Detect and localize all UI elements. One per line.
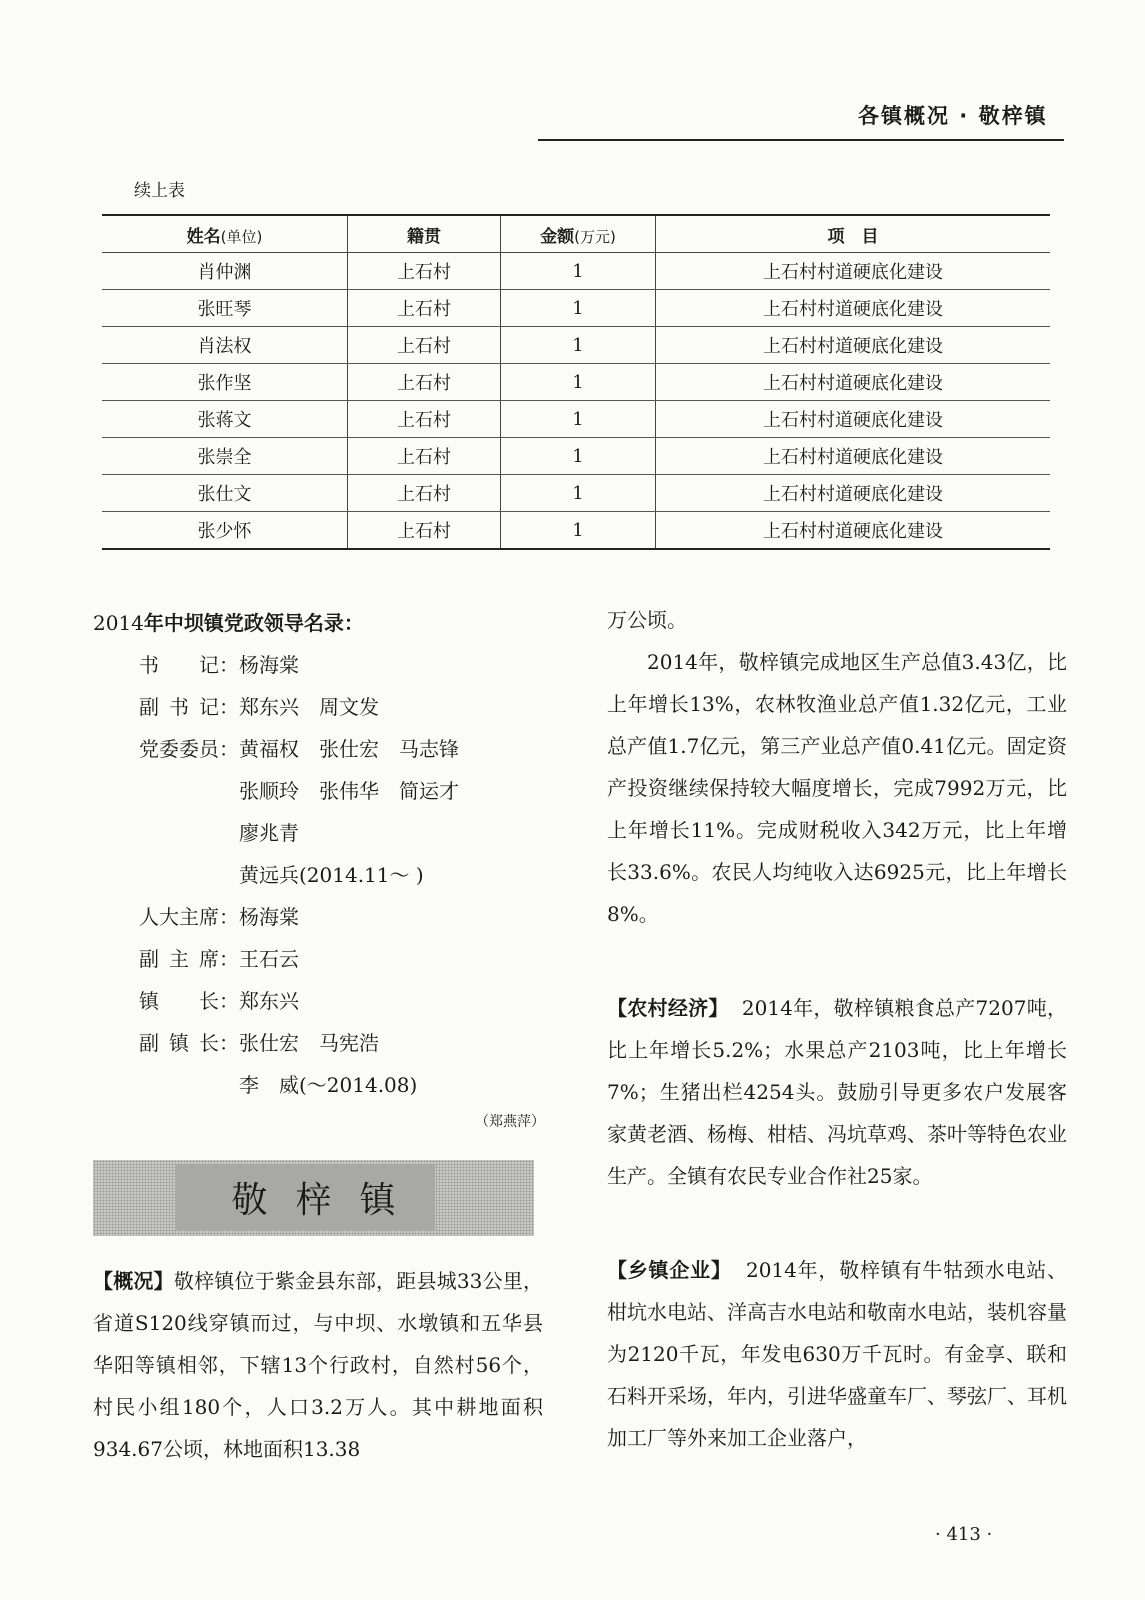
overview-text: 敬梓镇位于紫金县东部，距县城33公里，省道S120线穿镇而过，与中坝、水墩镇和五华县华阳等镇相邻，下辖13个行政村，自然村56个，村民小组180个，人口3.2万人。其中耕地面积934.67公顷，林地面积13.38 [93, 1269, 544, 1461]
cell-name: 肖法权 [102, 327, 348, 364]
continuation-text: 万公顷。 [607, 608, 687, 632]
overview-paragraph [93, 1260, 543, 1470]
enterprise-tag: 【乡镇企业】 [607, 1258, 732, 1282]
cell-name: 张蒋文 [102, 401, 348, 438]
leader-secretary: 书 记： 杨海棠 [139, 653, 299, 677]
paragraph-gap-2 [607, 1197, 1067, 1249]
leader-committee-line-2: 张顺玲 张伟华 简运才 [239, 779, 459, 803]
cell-origin: 上石村 [348, 512, 501, 550]
cell-origin: 上石村 [348, 253, 501, 290]
cell-name: 张仕文 [102, 475, 348, 512]
table-row [102, 290, 1050, 327]
table-row [102, 327, 1050, 364]
table-row [102, 253, 1050, 290]
header-name: 姓名(单位) [102, 215, 348, 253]
enterprise-text: 2014年，敬梓镇有牛牯颈水电站、柑坑水电站、洋高吉水电站和敬南水电站，装机容量为2120千瓦，年发电630万千瓦时。有金享、联和石料开采场，年内，引进华盛童车厂、琴弦厂、耳机加工厂等外来加工企业落户， [607, 1258, 1068, 1450]
table-row [102, 401, 1050, 438]
cell-project: 上石村村道硬底化建设 [656, 253, 1051, 290]
cell-origin: 上石村 [348, 401, 501, 438]
economy-paragraph: 2014年，敬梓镇完成地区生产总值3.43亿，比上年增长13%，农林牧渔业总产值1.32亿元，工业总产值1.7亿元，第三产业总产值0.41亿元。固定资产投资继续保持较大幅度增长，完成7992万元，比上年增长11%。完成财税收入342万元，比上年增长33.6%。农民人均纯收入达6925元，比上年增长8%。 [607, 650, 1067, 926]
header-rule [538, 139, 1064, 141]
cell-amount: 1 [501, 364, 656, 401]
rural-economy-text: 2014年，敬梓镇粮食总产7207吨，比上年增长5.2%；水果总产2103吨，比上年增长7%；生猪出栏4254头。鼓励引导更多农户发展客家黄老酒、杨梅、柑桔、冯坑草鸡、茶叶等特色农业生产。全镇有农民专业合作社25家。 [607, 996, 1068, 1188]
cell-name: 肖仲渊 [102, 253, 348, 290]
cell-name: 张旺琴 [102, 290, 348, 327]
section-banner [93, 1160, 534, 1236]
leader-committee-line-4: 黄远兵(2014.11～ ) [239, 863, 424, 887]
table-row [102, 475, 1050, 512]
section-title: 敬梓镇 [231, 1180, 424, 1221]
cell-origin: 上石村 [348, 364, 501, 401]
leader-npc-chair: 人大主席： 杨海棠 [139, 905, 299, 929]
author-note: （郑燕萍） [475, 1114, 545, 1130]
cell-amount: 1 [501, 290, 656, 327]
cell-project: 上石村村道硬底化建设 [656, 475, 1051, 512]
cell-amount: 1 [501, 327, 656, 364]
running-head: 各镇概况 · 敬梓镇 [858, 104, 1048, 128]
rural-economy-paragraph [607, 987, 1067, 1197]
leader-deputy-mayor-line-2: 李 威(～2014.08) [239, 1073, 418, 1097]
enterprise-paragraph [607, 1249, 1067, 1459]
leaders-title: 2014年中坝镇党政领导名录： [93, 611, 364, 635]
leader-deputy-secretary: 副 书 记： 郑东兴 周文发 [139, 695, 379, 719]
table-row [102, 438, 1050, 475]
cell-project: 上石村村道硬底化建设 [656, 327, 1051, 364]
header-origin: 籍贯 [348, 215, 501, 253]
cell-origin: 上石村 [348, 290, 501, 327]
cell-amount: 1 [501, 475, 656, 512]
cell-project: 上石村村道硬底化建设 [656, 290, 1051, 327]
table-header-row [102, 215, 1050, 253]
paragraph-gap [607, 935, 1067, 987]
cell-name: 张作坚 [102, 364, 348, 401]
table-row [102, 364, 1050, 401]
cell-project: 上石村村道硬底化建设 [656, 438, 1051, 475]
cell-amount: 1 [501, 253, 656, 290]
leaders-list [93, 602, 553, 1138]
cell-origin: 上石村 [348, 475, 501, 512]
cell-project: 上石村村道硬底化建设 [656, 512, 1051, 550]
cell-name: 张崇全 [102, 438, 348, 475]
header-amount: 金额(万元) [501, 215, 656, 253]
cell-amount: 1 [501, 438, 656, 475]
donation-table [102, 214, 1050, 550]
cell-amount: 1 [501, 401, 656, 438]
table-row [102, 512, 1050, 550]
rural-economy-tag: 【农村经济】 [607, 996, 729, 1020]
header-project: 项 目 [656, 215, 1051, 253]
leader-committee-line-3: 廖兆青 [239, 821, 299, 845]
leader-committee: 党委委员： 黄福权 张仕宏 马志锋 [139, 737, 459, 761]
cell-name: 张少怀 [197, 521, 252, 542]
leader-mayor: 镇 长： 郑东兴 [139, 989, 299, 1013]
leader-vice-chair: 副 主 席： 王石云 [139, 947, 299, 971]
right-column [607, 599, 1067, 1459]
cell-origin: 上石村 [348, 438, 501, 475]
cell-origin: 上石村 [348, 327, 501, 364]
overview-tag: 【概况】 [93, 1269, 174, 1293]
cell-amount: 1 [501, 512, 656, 550]
continued-label: 续上表 [134, 181, 185, 201]
leader-deputy-mayor: 副 镇 长： 张仕宏 马宪浩 [139, 1031, 379, 1055]
cell-project: 上石村村道硬底化建设 [656, 401, 1051, 438]
page-number: · 413 · [935, 1524, 993, 1545]
cell-project: 上石村村道硬底化建设 [656, 364, 1051, 401]
